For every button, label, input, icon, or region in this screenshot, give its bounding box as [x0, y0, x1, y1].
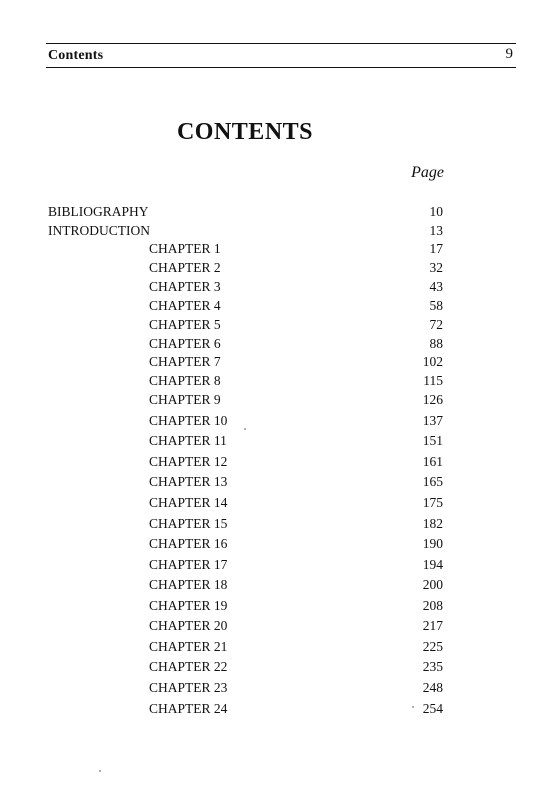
toc-entry — [0, 680, 552, 698]
toc-entry — [0, 392, 552, 410]
toc-entry-page-number: 161 — [422, 454, 443, 469]
toc-entry-page-number: 151 — [422, 433, 443, 448]
toc-entry-page-number: 190 — [422, 536, 443, 551]
toc-entry — [0, 204, 552, 222]
toc-entry — [0, 557, 552, 575]
toc-entry — [0, 577, 552, 595]
toc-entry-label: CHAPTER 16 — [149, 536, 228, 551]
toc-entry-page-number: 182 — [422, 516, 443, 531]
toc-entry — [0, 598, 552, 616]
toc-entry-label: CHAPTER 24 — [149, 701, 228, 716]
toc-entry-label: CHAPTER 18 — [149, 577, 228, 592]
toc-entry-label: CHAPTER 5 — [149, 317, 221, 332]
toc-entry-label: CHAPTER 9 — [149, 392, 221, 407]
toc-entry-page-number: 165 — [422, 474, 443, 489]
toc-entry-page-number: 88 — [429, 336, 443, 351]
toc-entry — [0, 618, 552, 636]
toc-entry — [0, 354, 552, 372]
toc-entry — [0, 495, 552, 513]
toc-entry-label: CHAPTER 23 — [149, 680, 228, 695]
toc-entry-label: CHAPTER 8 — [149, 373, 221, 388]
toc-entry — [0, 516, 552, 534]
toc-entry — [0, 433, 552, 451]
toc-entry-label: CHAPTER 3 — [149, 279, 221, 294]
toc-entry — [0, 298, 552, 316]
toc-entry-label: CHAPTER 20 — [149, 618, 228, 633]
toc-entry-label: CHAPTER 4 — [149, 298, 221, 313]
toc-entry — [0, 536, 552, 554]
toc-entry-label: CHAPTER 22 — [149, 659, 228, 674]
toc-entry — [0, 659, 552, 677]
toc-entry — [0, 260, 552, 278]
toc-entry-page-number: 248 — [422, 680, 443, 695]
paper-speck — [99, 770, 101, 772]
toc-entry-page-number: 102 — [422, 354, 443, 369]
toc-entry-page-number: 115 — [423, 373, 443, 388]
toc-entry-page-number: 58 — [429, 298, 443, 313]
toc-entry — [0, 317, 552, 335]
toc-entry — [0, 639, 552, 657]
toc-entry-page-number: 126 — [422, 392, 443, 407]
toc-entry-label: CHAPTER 6 — [149, 336, 221, 351]
toc-entry-label: CHAPTER 13 — [149, 474, 228, 489]
page-title: CONTENTS — [176, 119, 314, 145]
toc-entry — [0, 373, 552, 391]
toc-entry-page-number: 200 — [422, 577, 443, 592]
toc-entry-label: CHAPTER 19 — [149, 598, 228, 613]
toc-entry-page-number: 235 — [422, 659, 443, 674]
toc-entry-page-number: 217 — [422, 618, 443, 633]
toc-entry-page-number: 17 — [429, 241, 443, 256]
toc-entry-label: CHAPTER 7 — [149, 354, 221, 369]
toc-entry-label: INTRODUCTION — [48, 223, 150, 238]
toc-entry — [0, 241, 552, 259]
toc-entry-label: CHAPTER 14 — [149, 495, 228, 510]
page-column-label: Page — [411, 164, 444, 181]
toc-entry-label: CHAPTER 2 — [149, 260, 221, 275]
toc-entry-label: CHAPTER 15 — [149, 516, 228, 531]
toc-entry-page-number: 175 — [422, 495, 443, 510]
toc-entry-page-number: 225 — [422, 639, 443, 654]
toc-entry-label: BIBLIOGRAPHY — [48, 204, 149, 219]
toc-entry-label: CHAPTER 1 — [149, 241, 221, 256]
running-head-title: Contents — [48, 48, 104, 63]
toc-entry — [0, 223, 552, 241]
toc-entry-page-number: 254 — [422, 701, 443, 716]
running-head-page-number: 9 — [505, 46, 513, 62]
toc-entry-page-number: 208 — [422, 598, 443, 613]
toc-entry — [0, 701, 552, 719]
toc-entry — [0, 454, 552, 472]
toc-entry-page-number: 137 — [422, 413, 443, 428]
toc-entry-page-number: 194 — [422, 557, 443, 572]
toc-entry-page-number: 43 — [429, 279, 443, 294]
toc-entry — [0, 413, 552, 431]
toc-entry-page-number: 32 — [429, 260, 443, 275]
toc-entry-label: CHAPTER 21 — [149, 639, 228, 654]
toc-entry — [0, 474, 552, 492]
toc-entry-page-number: 72 — [429, 317, 443, 332]
toc-entry-page-number: 10 — [429, 204, 443, 219]
toc-entry — [0, 279, 552, 297]
paper-speck — [412, 706, 414, 708]
toc-entry-label: CHAPTER 10 — [149, 413, 228, 428]
toc-entry-page-number: 13 — [429, 223, 443, 238]
toc-entry-label: CHAPTER 11 — [149, 433, 227, 448]
toc-entry-label: CHAPTER 17 — [149, 557, 228, 572]
paper-speck — [244, 428, 246, 430]
toc-entry — [0, 336, 552, 354]
toc-entry-label: CHAPTER 12 — [149, 454, 228, 469]
